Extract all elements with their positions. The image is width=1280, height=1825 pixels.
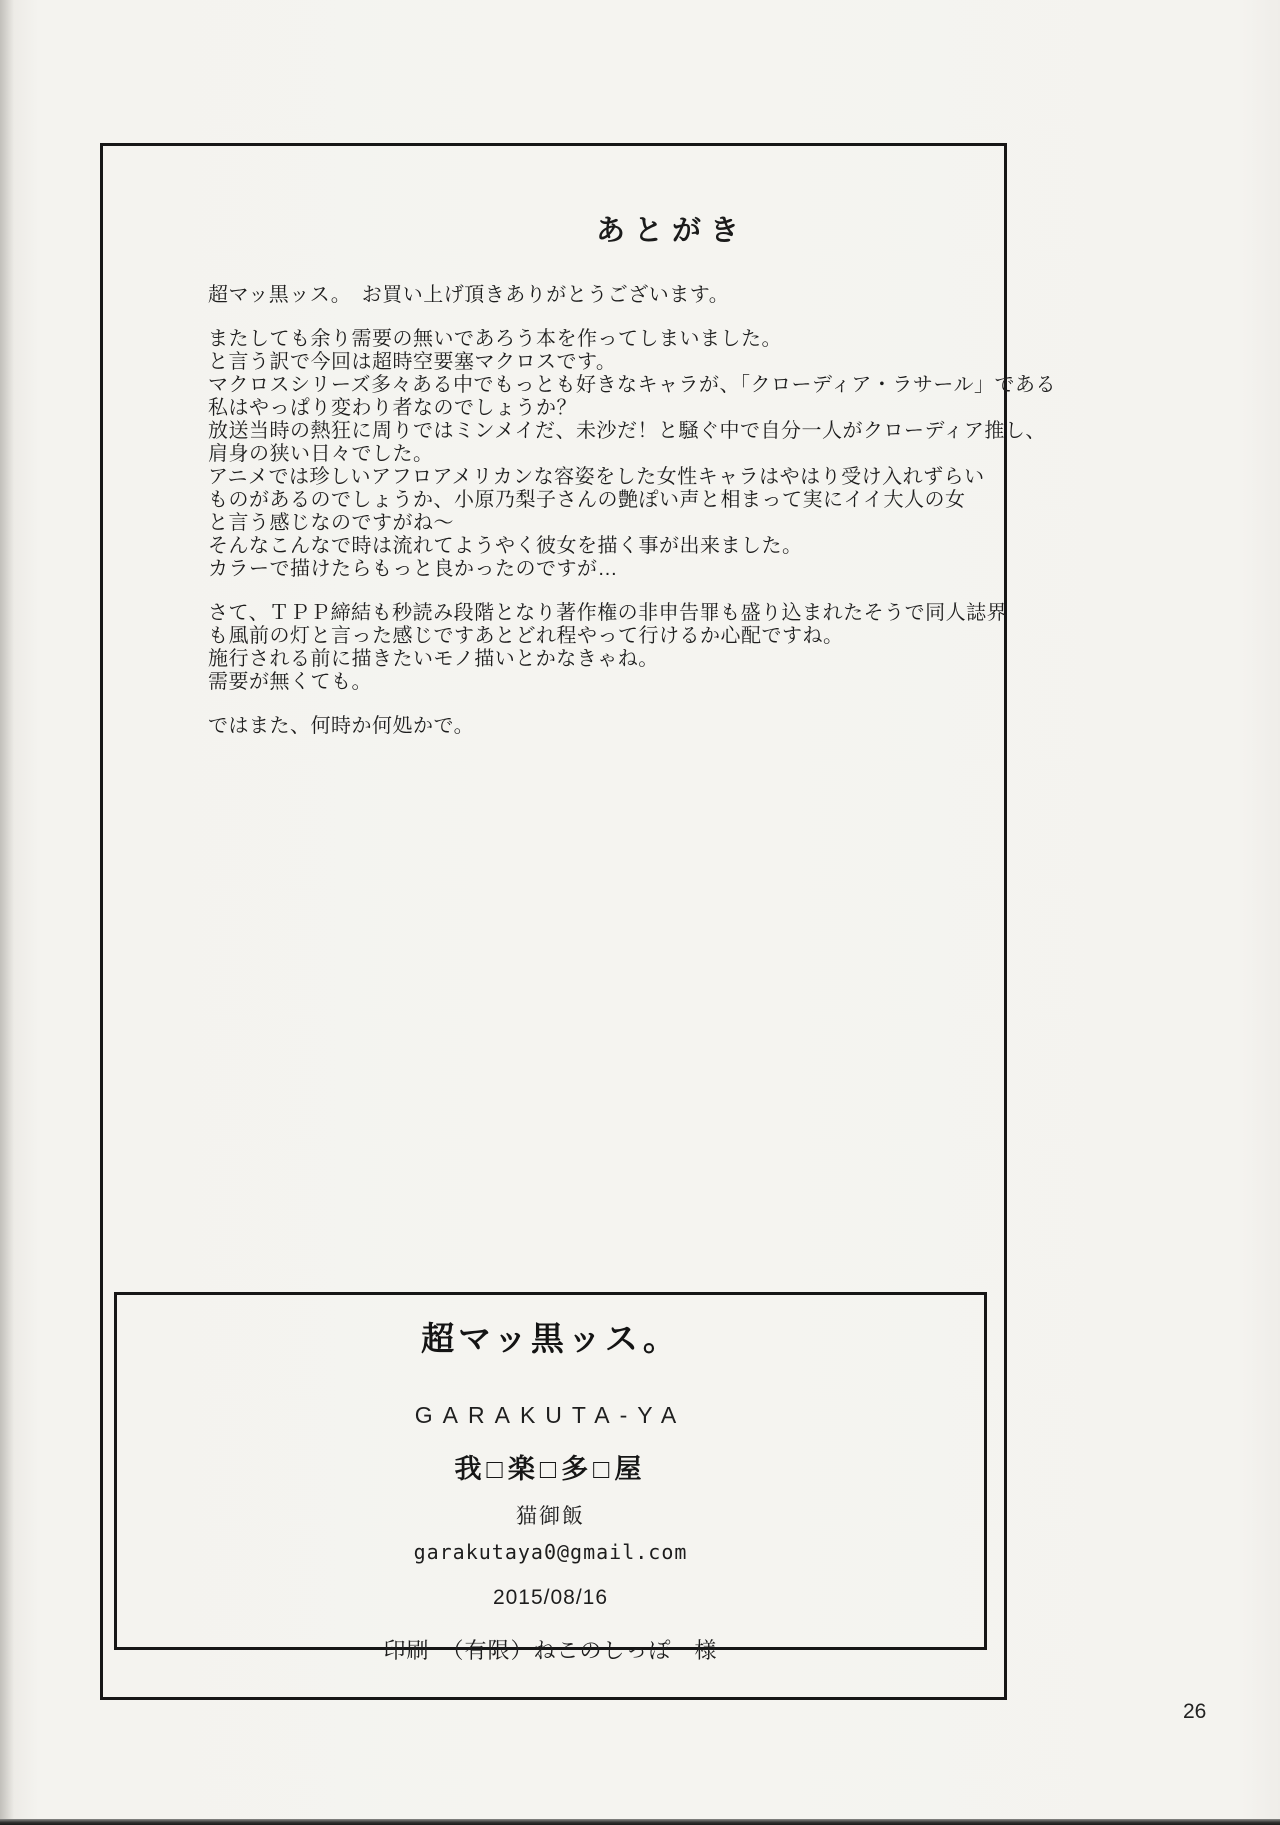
scan-bottom-edge <box>0 1819 1280 1825</box>
colophon-box <box>114 1292 987 1663</box>
scan-left-shadow <box>0 0 14 1825</box>
text-line: 需要が無くても。 <box>208 671 372 693</box>
contact-email: garakutaya0@gmail.com <box>413 1540 688 1564</box>
book-title: 超マッ黒ッス。 <box>421 1320 680 1357</box>
page-number: 26 <box>1183 1700 1207 1723</box>
text-line: 私はやっぱり変わり者なのでしょうか？ <box>208 397 577 419</box>
afterword-border-box <box>100 143 1056 1700</box>
text-line: ではまた、何時か何処かで。 <box>208 715 475 737</box>
text-line: と言う訳で今回は超時空要塞マクロスです。 <box>208 351 617 373</box>
text-line: 施行される前に描きたいモノ描いとかなきゃね。 <box>208 648 659 670</box>
afterword-body <box>208 284 1056 738</box>
text-line: マクロスシリーズ多々ある中でもっとも好きなキャラが、「クローディア・ラサール」である <box>208 374 1056 396</box>
text-line: アニメでは珍しいアフロアメリカンな容姿をした女性キャラはやはり受け入れずらい <box>208 466 985 488</box>
text-line: 放送当時の熱狂に周りではミンメイだ、未沙だ！と騒ぐ中で自分一人がクローディア推し、 <box>208 420 1046 442</box>
text-line: そんなこんなで時は流れてようやく彼女を描く事が出来ました。 <box>208 535 803 557</box>
text-line: ものがあるのでしょうか、小原乃梨子さんの艶ぽい声と相まって実にイイ大人の女 <box>208 489 966 511</box>
author-name: 猫御飯 <box>516 1505 585 1528</box>
paragraph-macross <box>208 328 1056 581</box>
text-line: 超マッ黒ッス。 お買い上げ頂きありがとうございます。 <box>208 284 730 306</box>
paragraph-tpp <box>208 602 1008 694</box>
circle-name: 我□楽□多□屋 <box>454 1454 647 1484</box>
paragraph-farewell <box>208 715 1008 738</box>
text-line: も風前の灯と言った感じですあとどれ程やって行けるか心配ですね。 <box>208 625 844 647</box>
text-line: さて、ＴＰＰ締結も秒読み段階となり著作権の非申告罪も盛り込まれたそうで同人誌界 <box>208 602 1008 624</box>
publication-date: 2015/08/16 <box>492 1586 609 1609</box>
text-line: と言う感じなのですがね〜 <box>208 512 454 534</box>
text-line: またしても余り需要の無いであろう本を作ってしまいました。 <box>208 328 782 350</box>
afterword-title: あとがき <box>596 215 749 247</box>
printer-credit: 印刷 （有限）ねこのしっぽ 様 <box>383 1638 718 1663</box>
paragraph-greeting <box>208 284 1008 307</box>
circle-name-romaji: GARAKUTA-YA <box>414 1402 687 1428</box>
text-line: カラーで描けたらもっと良かったのですが… <box>208 558 618 580</box>
text-line: 肩身の狭い日々でした。 <box>208 443 434 465</box>
